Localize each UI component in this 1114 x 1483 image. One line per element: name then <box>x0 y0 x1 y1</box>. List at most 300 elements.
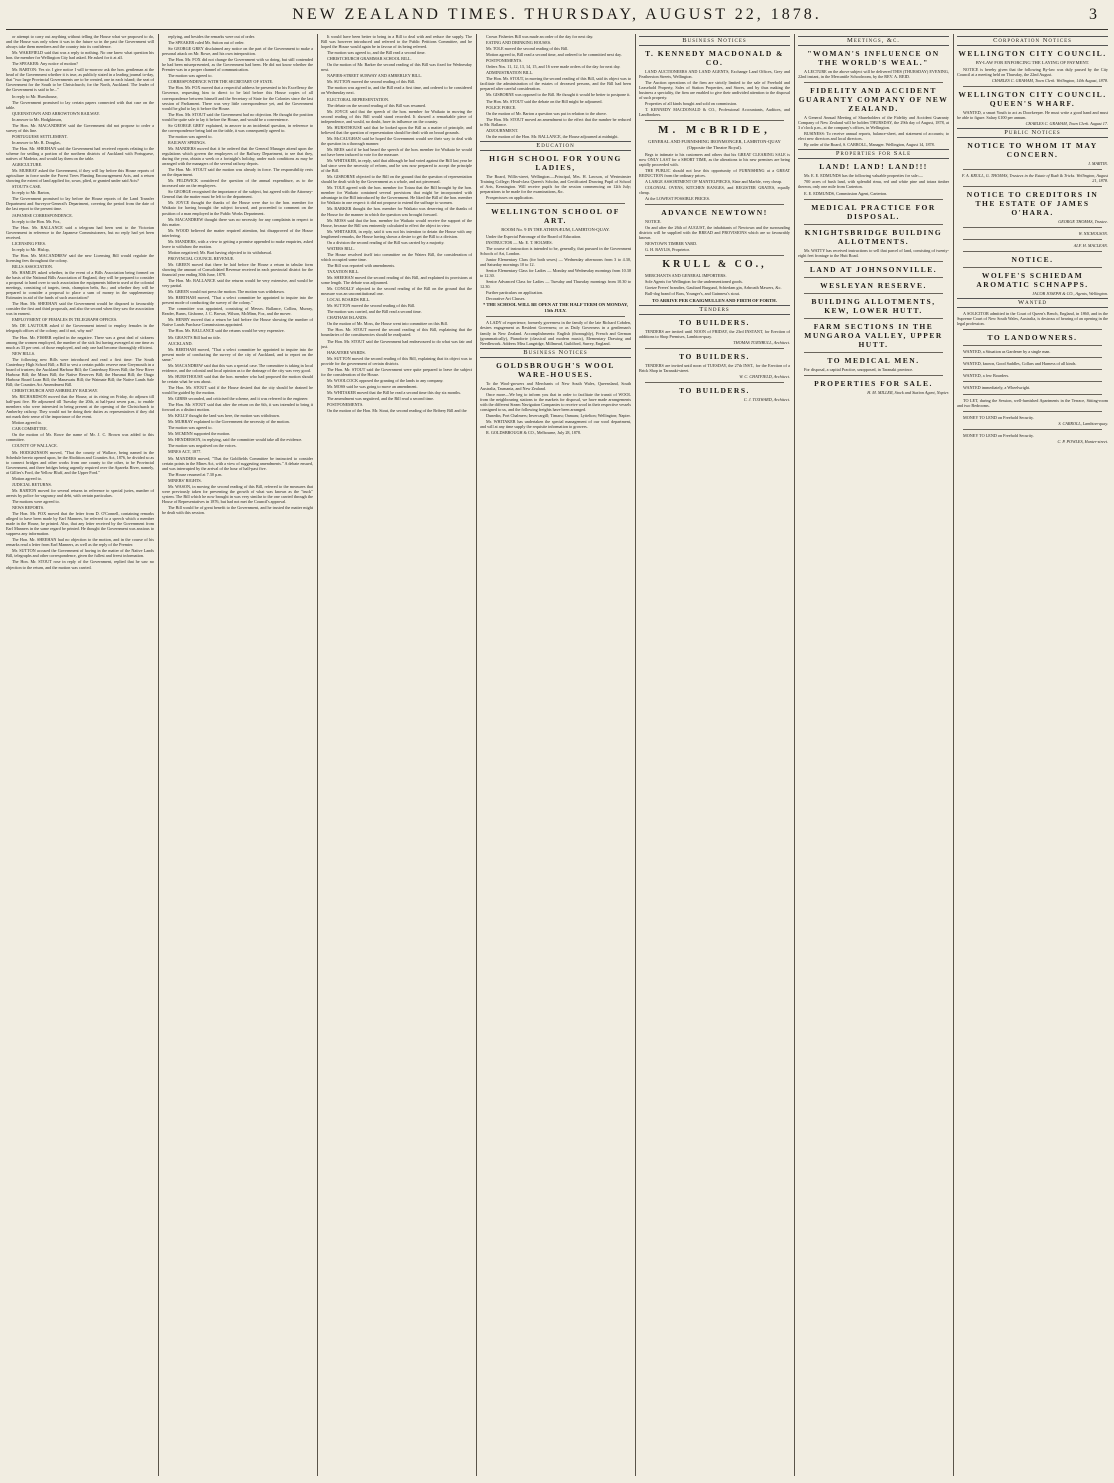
ad-separator <box>804 375 943 376</box>
report-paragraph: On the motion of Mr. Moss, the House went into committee on this Bill. <box>327 321 448 327</box>
column-divider <box>635 34 636 1476</box>
report-paragraph: The Hon. Mr. STOUT rose in reply of the Government, replied that he saw no objection to the return, and the motion was carried. <box>6 559 154 570</box>
fidelity-ad-body <box>798 115 949 147</box>
report-paragraph: In reply to the Hon. Mr. Fox, <box>12 218 61 224</box>
ad-paragraph: Prospectuses on application. <box>486 195 534 201</box>
council-ad-sign: CHARLES C. GRAHAM, Town Clerk. Wellington, 14th August, 1878. <box>991 77 1108 83</box>
meetings-heading: Meetings, &c. <box>798 36 949 46</box>
report-paragraph: The Hon. Mr. STOUT, in moving the second reading of this Bill, said its object was to facilitate the administration of the estates of deceased persons, and the Bill had been prepared after careful consideration. <box>480 76 631 92</box>
report-paragraph: NEWS REPORTS. <box>12 504 45 510</box>
report-paragraph: Mr. JOYCE said that the speech of the hon. member for Waikato in moving the second reading of this Bill would stand recorded. It showed a remarkable piece of independence, and would, no doubt, have its influence on the country. <box>321 108 472 124</box>
report-paragraph: NEW BILLS. <box>12 350 36 356</box>
ad-separator <box>963 239 1102 240</box>
report-paragraph: WATERS BILL. <box>327 245 355 251</box>
report-paragraph: CHRISTCHURCH GRAMMAR SCHOOL BILL. <box>327 56 412 62</box>
kennedy-ad-title: T. KENNEDY MACDONALD & CO. <box>645 49 784 67</box>
report-paragraph: Mr. MACANDREW said that this was a special case. The committee is taking in local evidence, and the colonial and local opinion as to the drainage of the city was very good. <box>162 362 313 373</box>
report-paragraph: On the motion of the Hon. Mr. Stout, the second reading of the Bribery Bill and the <box>327 408 467 414</box>
ad-separator <box>645 120 784 121</box>
report-paragraph: Mr. SUTTON moved the second reading of this Bill. <box>327 79 416 85</box>
ad-paragraph: A LARGE ASSORTMENT OF MANTELPIECES, Slate and Marble, very cheap. <box>645 178 783 184</box>
ad-paragraph: Senior Advanced Class for Ladies — Tuesday and Thursday mornings from 10.30 to 12.30. <box>480 279 631 290</box>
ad-separator <box>645 255 784 256</box>
report-paragraph: Mr. REES said if he had heard the speech of the hon. member for Waikato he would not have been induced to vote for the measure. <box>321 146 472 157</box>
land-ad-body <box>798 173 949 195</box>
ad-paragraph: INSTRUCTOR — Mr. E. T. HOLMES. <box>486 239 553 245</box>
builders-ad-2-body: TENDERS are invited until noon of TUESDAY, the 27th INST., for the Erection of a Brick Shop in Taranaki-street. <box>639 363 790 374</box>
knightsbridge-ad-body: Mr. WATTY has received instructions to sell that parcel of land, consisting of twenty-eight feet frontage to the Hutt Road. <box>798 247 949 258</box>
report-paragraph: Mr. JOYCE thought the thanks of the House were due to the hon. member for Waikato for having brought the subject forward, and proceeded to comment on the position of a man employed in the Public Works Department. <box>162 200 313 216</box>
wesleyan-ad-title: WESLEYAN RESERVE. <box>820 280 927 290</box>
creditors-sign: GEORGE THOMAS, Trustee. <box>1058 219 1108 225</box>
wanted-ad-3: WANTED, a few Boarders. <box>963 373 1010 379</box>
krull-ad-title: KRULL & CO., <box>662 259 767 271</box>
ad-paragraph: The Auction operations of the firm are strictly limited to the sale of Freehold and Leasehold Property, Sales of Station Properties, and Stores, and by thus making the business a speciality, the firm are enabled to give their undivided attention to the disposal of such property. <box>639 80 790 101</box>
report-paragraph: The Bill was reported with amendments. <box>327 262 396 268</box>
report-paragraph: Sir GEORGE GREY explained, in answer to an incidental question, in reference to the correspondence being laid on the table, it was consequently agreed to. <box>162 122 313 133</box>
ad-paragraph: NEWTOWN TIMBER YARD. <box>645 241 698 247</box>
report-paragraph: COUNTY OF WALLACE. <box>12 443 58 449</box>
ad-separator <box>963 411 1102 412</box>
ad-paragraph: Properties of all kinds bought and sold on commission. <box>645 101 738 107</box>
column-1 <box>6 34 154 1476</box>
ad-separator <box>963 429 1102 430</box>
school-ad-body <box>480 174 631 200</box>
business-heading: Business Notices <box>480 348 631 358</box>
report-paragraph: Mr. TOLE agreed with the hon. member for Totara that the Bill brought by the hon. member for Waikato contained several provisions that might be incorporated with advantage in the Bill introduced by the Government. He liked the Bill of the hon. member for Waikato in one respect: it did not propose to extend the suffrage to women. <box>321 185 472 206</box>
ad-separator <box>804 261 943 262</box>
report-paragraph: The motion was agreed to, and the Bill read a second time. <box>327 50 426 56</box>
money-ad-1: MONEY TO LEND on Freehold Security. <box>963 414 1034 420</box>
report-paragraph: On the motion of Mr. Barton a question was put in relation to the above. <box>486 110 607 116</box>
kew-ad-title: BUILDING ALLOTMENTS, KEW, LOWER HUTT. <box>811 296 936 315</box>
ad-paragraph: The course of instruction is intended to be, generally, that pursued in the Government Schools of Art, London. <box>480 245 631 256</box>
notice-1-sign: I. MARTIN. <box>1088 160 1108 166</box>
report-paragraph: The Hon. Mr. FOX moved that the letter from D. O'Connell, containing remarks alleged to have been made by Earl Manners, be referred to a speech which a member made in the House, be printed. Also, that any letter received by the Government from Earl Manners in the same regard be printed. He thought the Government was anxious to suppress any information. <box>6 511 154 537</box>
report-paragraph: The Hon. Mr. FISHER replied in the negative. There was a great deal of sickness among the women employed, the number of the sick list having averaged at one time as much as 33 per cent. of those employed, and only one had become thoroughly efficient. <box>6 334 154 350</box>
report-paragraph: EATING AND DRINKING HOUSES. <box>486 40 552 46</box>
report-paragraph: The Government promised to lay certain papers connected with that case on the table. <box>6 99 154 110</box>
report-paragraph: The Hon. Mr. BALLANCE said the returns would be very expensive. <box>168 328 285 334</box>
ad-paragraph: THE PUBLIC should not lose this opportunity of FURNISHING at a GREAT REDUCTION from the ordinary prices. <box>639 167 790 178</box>
report-paragraph: The SPEAKER: Any notice of motion? <box>12 61 78 67</box>
report-paragraph: Mr. FELDWICK considered the question of the annual expenditure, as to the increased rate on the employees. <box>162 178 313 189</box>
report-paragraph: The motion was agreed to. <box>168 425 213 431</box>
report-paragraph: The Hon. Mr. STOUT said the Government had endeavoured to do what was fair and just. <box>321 338 472 349</box>
report-paragraph: JAPANESE CORRESPONDENCE. <box>12 212 73 218</box>
money-ad-2-sign: C. P. POWLES, Hunter-street. <box>1057 438 1108 444</box>
builders-ad-1-sign: THOMAS TURNBULL, Architect. <box>733 340 790 346</box>
report-paragraph: Mr. BARKER thought the hon. member for Waikato was deserving of the thanks of the House for the manner in which the question was brought forward. <box>321 206 472 217</box>
column-divider <box>953 34 954 1476</box>
wool-ad-body <box>480 381 631 435</box>
report-paragraph: ADMINISTRATION BILL. <box>486 70 534 76</box>
report-paragraph: The Bill would be of great benefit to the Government, and he trusted the matter might be dealt with this session. <box>162 504 313 515</box>
report-paragraph: The Government promised to lay before the House reports of the Land Transfer Department and Surveyor-General's Department, covering the period from the date of the last report to the present time. <box>6 196 154 212</box>
report-paragraph: Mr. HAMLIN asked whether, in the event of a Bills Association being formed on the basis of the National Bills Association of England, they will be prepared to consider a proposal to hand over to such association the equipments hitherto used at the colonial meetings, consisting of targets, tents, champion belts, &c.; and whether they will be prepared to consider a proposal to place a sum of money in the supplementary Estimates in aid of the funds of such association? <box>6 269 154 301</box>
report-paragraph: Mr. HENDERSON, in replying, said the committee would take all the evidence. <box>168 437 303 443</box>
craigmullen-notice: TO ARRIVE PER CRAIGMULLEN AND FIRTH OF FORTH. <box>652 297 777 303</box>
education-heading: Education <box>480 141 631 151</box>
forsale-ad-title: PROPERTIES FOR SALE. <box>814 378 933 388</box>
ad-separator <box>804 277 943 278</box>
report-paragraph: The committee was appointed, consisting of Messrs. Ballance, Collins, Murray, Reader, Burns, Gisborne, J. C. Brown, Wilson, McMinn, Fox, and the mover. <box>162 306 313 317</box>
report-paragraph: LOCAL BOARDS BILL. <box>327 297 371 303</box>
report-paragraph: In reply to Mr. Hursthouse, <box>12 93 58 99</box>
notice-1-title: NOTICE TO WHOM IT MAY CONCERN. <box>967 140 1098 159</box>
report-paragraph: Mr. WASON, in moving the second reading of this Bill, referred to the measures that were previously taken for preventing the growth of what was known as the "truck" system. The Bill which he now brought in was very similar to the one carried through the House of Representatives in 1876, but had not met the Council's approval. <box>162 483 313 504</box>
ad-paragraph: Junior Elementary Class (for both sexes) — Wednesday afternoons from 3 to 4.30, and Saturday mornings 10 to 12. <box>480 256 631 267</box>
report-paragraph: The Hon. Mr. STOUT said the Government had no objection. He thought the position would be quite safe to lay it before the House, and would be a convenience. <box>162 111 313 122</box>
parliament-report-continued <box>480 34 631 139</box>
ad-paragraph: Decorative Art Classes. <box>486 296 526 302</box>
report-paragraph: The Hon. Mr. FOX did not change the Government with so doing, but still contended he had been misrepresented, as the Government had been. He did not know whether the Premier was in a proper channel of communication. <box>162 57 313 73</box>
nicholson-sign: W. NICHOLSON. <box>1078 231 1108 237</box>
ad-paragraph: The Board, Willis-street, Wellington.—Principal, Mrs. H. Lawson, of Westminster Training College; Head-class Queen's Scholar, and Certificated Drawing Pupil of School of Arts, Kensington. Will receive pupils for the session commencing on 12th July; preparations to be made for the examinations, &c. <box>480 173 631 194</box>
report-paragraph: The Hon. Mr. MACANDREW said the new Licensing Bill would regulate the licensing fees throughout the colony. <box>6 252 154 263</box>
lecture-ad-body: A LECTURE on the above subject will be delivered THIS (THURSDAY) EVENING, 22nd instant, in the Mercantile Schoolroom, by the REV. A. REID. <box>798 69 949 80</box>
business-heading: Business Notices <box>639 36 790 46</box>
builders-ad-2-sign: W. C. CHATFIELD, Architect. <box>739 374 790 380</box>
art-school-title: WELLINGTON SCHOOL OF ART. <box>491 207 620 226</box>
report-paragraph: Mr. MANDERS moved that it be ordered that the General Manager attend upon the regulations which govern the employees of the Railway Department, to see that they, during the year, obtain a week or a fortnight's holiday, under such conditions as may be arranged with the managers of the several railway depots. <box>162 145 313 167</box>
report-paragraph: CHRISTCHURCH AND AMBERLEY RAILWAY. <box>12 388 99 393</box>
report-paragraph: Mr. GIBBS seconded, and criticised the scheme, and it was referred to the engineer. <box>168 396 309 402</box>
reopen-notice: * THE SCHOOL WILL BE OPEN AT THE HALF TERM ON MONDAY, 15th JULY. <box>483 302 628 313</box>
ad-paragraph: To the Wool-growers and Merchants of New South Wales, Queensland, South Australia, Tasmania, and New Zealand. <box>480 380 631 391</box>
landowners-title: TO LANDOWNERS. <box>987 333 1078 343</box>
ad-separator <box>645 348 784 349</box>
report-paragraph: The motion was carried, and the Bill read a second time. <box>327 309 422 315</box>
report-paragraph: AGRICULTURE. <box>12 162 43 168</box>
report-paragraph: The amendment was negatived, and the Bill read a second time. <box>327 396 434 401</box>
ad-separator <box>804 318 943 319</box>
ad-paragraph: Dunedin, Port Chalmers; Invercargill; Timaru; Oamaru; Lyttelton; Wellington; Napier. <box>486 412 631 418</box>
ad-separator <box>804 199 943 200</box>
report-paragraph: The House resumed at 7.30 p.m. <box>168 471 223 477</box>
report-paragraph: STOUT'S CASE. <box>12 184 42 190</box>
report-paragraph: Orders Nos. 11, 12, 13, 14, 15, and 16 were made orders of the day for next day. <box>486 64 621 70</box>
report-paragraph: Mr. BARTON: Yes sir. I give notice I will to-morrow ask the hon. gentleman at the head of the Government whether it is true, as publicly stated in a leading journal to-day, that "two large Provincial Governments are to be created, one in each island; the seat of Government for the South to be Christchurch; for the North, Auckland. The leader of the Government is said to be..." <box>6 67 154 93</box>
schiedam-ad-title: WOLFE'S SCHIEDAM AROMATIC SCHNAPPS. <box>976 271 1089 290</box>
report-paragraph: Mr. SHEEHAN moved the second reading of this Bill, and explained its provisions at some length. The debate was adjourned. <box>321 275 472 286</box>
report-paragraph: Mr. HENRY moved that a return be laid before the House showing the number of Native Lands Purchase Commissions appointed. <box>162 317 313 328</box>
properties-heading: Properties for Sale <box>798 149 949 159</box>
money-ad-1-sign: S. CARROLL, Lambton-quay. <box>1058 420 1108 426</box>
report-paragraph: Mr. MCMINN supported the motion. <box>168 431 231 437</box>
masthead-rule <box>6 29 1108 30</box>
wanted-heading: Wanted <box>957 298 1108 308</box>
report-paragraph: Mr. WAKEFIELD said that was a reply to nothing. No one knew what question his hon. the member for Wellington City had asked. He asked for it at all. <box>6 50 154 61</box>
ad-paragraph: E. E. EDMUNDS, Commission Agent, Carterton. <box>804 190 888 196</box>
report-paragraph: In reply to Mr. Hislop, <box>12 246 50 252</box>
ad-paragraph: T. KENNEDY MACDONALD & CO., Professional Accountants, Auditors, and Landbrokers. <box>639 107 790 118</box>
report-paragraph: The Hon. Mr. STOUT moved the second reading of this Bill, explaining that the boundaries of the constituencies should be readjusted. <box>321 327 472 338</box>
report-paragraph: Mr. HURSTHOUSE said that the hon. member who had proposed the motion should be certain what he was about. <box>162 373 313 384</box>
column-2 <box>162 34 313 1476</box>
practice-ad-title: MEDICAL PRACTICE FOR DISPOSAL. <box>811 202 936 221</box>
report-paragraph: QUEENSTOWN AND ARROWTOWN RAILWAY. <box>12 110 100 116</box>
report-paragraph: The motion was agreed to. <box>168 73 213 79</box>
ad-separator <box>804 352 943 353</box>
report-paragraph: The motion was agreed to, and the Bill read a first time, and ordered to be considered on Wednesday next. <box>321 85 472 96</box>
ad-separator <box>963 357 1102 358</box>
ad-paragraph: Further particulars on application. <box>486 290 543 296</box>
mcbride-ad-title: M. McBRIDE, <box>658 124 771 137</box>
report-paragraph: The SPEAKER ruled Mr. Sutton out of order. <box>168 40 245 46</box>
column-divider <box>158 34 159 1476</box>
report-paragraph: Motion negatived; Mr. Burt having objected to its withdrawal. <box>168 249 273 255</box>
ad-separator <box>645 204 784 205</box>
report-paragraph: CHATHAM ISLANDS. <box>327 315 368 321</box>
ad-separator <box>963 369 1102 370</box>
report-paragraph: The motions were agreed to. <box>12 498 60 504</box>
report-paragraph: Mr. TOLE moved the second reading of this Bill. <box>486 46 569 52</box>
report-paragraph: CAB COMMITTEE. <box>12 426 48 432</box>
report-paragraph: The Hon. Mr. BALLANCE said a telegram had been sent to the Victorian Government in reference to the Japanese Commissioners, but no reply had yet been received. <box>6 224 154 240</box>
report-paragraph: Mr. GREEN would not press the motion. The motion was withdrawn. <box>168 289 285 295</box>
report-paragraph: NAPIER-STREET SUBWAY AND AMBERLEY BILL. <box>327 73 422 79</box>
ad-paragraph: G. H. BAYLIS, Proprietor. <box>645 247 690 253</box>
report-paragraph: Mr. SUTTON accused the Government of having in the matter of the Native Lands Bill, telegraphs and other correspondence, given the fullest and freest information. <box>6 548 154 559</box>
ad-paragraph: By order of the Board, S. CARROLL, Manager. Wellington, August 14, 1878. <box>804 142 935 148</box>
report-paragraph: EMPLOYMENT OF FEMALES IN TELEGRAPH OFFICES. <box>12 317 118 323</box>
report-paragraph: It would have been better to bring in a Bill to deal with and reduce the supply. The Bill was however introduced and referred to the Public Petitions Committee, and he hoped the House would again be in favour of its being referred. <box>321 34 472 50</box>
report-paragraph: POLICE FORCE. <box>486 104 517 110</box>
builders-ad-2-title: TO BUILDERS. <box>679 352 750 362</box>
report-paragraph: Mr. SUTTON moved the second reading of this Bill. <box>327 303 416 309</box>
report-paragraph: In answer to Mr. R. Douglas, <box>12 139 61 145</box>
ad-paragraph: BUSINESS: To receive annual reports, balance-sheet, and statement of accounts; to elect new directors and local directors. <box>798 131 949 142</box>
report-paragraph: Mr. CONOLLY objected to the second reading of the Bill on the ground that the measure was an unconstitutional one. <box>321 286 472 297</box>
ad-paragraph: Begs to intimate to his customers and others that his GREAT CLEARING SALE is now ONLY LAST for a SHORT TIME, as the alterations to his new premises are being rapidly proceeded with. <box>639 151 790 167</box>
column-7 <box>957 34 1108 1476</box>
report-paragraph: RAILWAY SPRINGS. <box>168 139 206 145</box>
column-divider <box>476 34 477 1476</box>
report-paragraph: ELECTORAL REPRESENTATION. <box>327 96 390 102</box>
report-paragraph: The Hon. Mr. SHEEHAN said the Government would be disposed to favourably consider the first and third proposals, and also the second when they saw the association was in earnest. <box>6 301 154 317</box>
council-ad-title: WELLINGTON CITY COUNCIL. <box>958 49 1107 58</box>
solicitor-ad: A SOLICITOR admitted in the Court of Queen's Bench, England, in 1860, and in the Supreme Court of New South Wales, Australia, is desirous of hearing of an opening in the legal profession. <box>957 311 1108 327</box>
ad-paragraph: Once more—We beg to inform you that in order to facilitate the transit of WOOL from the neighbouring stations to the markets for disposal, we have made arrangements with the different Steam Navigation Companies to receive wool in their respective vessels consigned to us, and the following freights have been arranged. <box>480 391 631 412</box>
ad-separator <box>963 86 1102 87</box>
column-3 <box>321 34 472 1476</box>
maclean-sign: ALF. H. MACLEAN. <box>1073 243 1108 249</box>
report-paragraph: AUCKLAND. <box>168 340 193 346</box>
ad-paragraph: NOTICE. <box>645 219 662 225</box>
notice-2-sign: F. A. KRULL, G. THOMAS, Trustees in the Estate of Rudt & Tricks. Wellington, August 21, 1878. <box>961 172 1108 183</box>
report-paragraph: Mr. MANDERS moved, "That the Goldfields Committee be instructed to consider certain points in the Mines Act, with a view of suggesting amendments." A debate ensued, and was interrupted by the arrival of the hour of half-past five. <box>162 455 313 471</box>
art-school-subtitle: ROOM No. 9 IN THE ATHENÆUM, LAMBTON-QUAY. <box>501 227 610 233</box>
report-paragraph: Mr. BERTHAM moved, "That a select committee be appointed to inquire into the present mode of conducting the survey of the city of Auckland, and to report on the same." <box>162 346 313 362</box>
ad-separator <box>486 316 625 317</box>
report-paragraph: Mr. GISBORNE objected to the Bill on the ground that the question of representation should be dealt with by the Government as a whole, and not piecemeal. <box>321 174 472 185</box>
ad-separator <box>804 224 943 225</box>
report-paragraph: POSTPONEMENTS. <box>327 402 364 408</box>
public-notices-heading: Public Notices <box>957 128 1108 138</box>
report-paragraph: The House resolved itself into committee on the Waters Bill, the consideration of which occupied some time. <box>321 251 472 262</box>
report-paragraph: Crown Fisheries Bill was made an order of the day for next day. <box>486 34 594 39</box>
fidelity-ad-title: FIDELITY AND ACCIDENT GUARANTY COMPANY OF NEW ZEALAND. <box>798 86 949 114</box>
lecture-ad-title: "WOMAN'S INFLUENCE ON THE WORLD'S WEAL." <box>807 49 940 67</box>
report-paragraph: Mr. WOOLCOCK opposed the granting of the lands to any company. <box>327 377 444 383</box>
johnsonville-ad-title: LAND AT JOHNSONVILLE. <box>809 264 938 274</box>
ad-paragraph: A General Annual Meeting of Shareholders of the Fidelity and Accident Guaranty Company of New Zealand will be holden THURSDAY, the 29th day of August, 1878, at 3 o'clock p.m., at the company's offices, in Wellington. <box>798 115 949 131</box>
report-paragraph: The Hon. Mr. STOUT moved an amendment to the effect that the number be reduced to Mr. Ballance. <box>480 116 631 127</box>
report-paragraph: Sir GEORGE GREY disclaimed any notice on the part of the Government to make a personal attack on Mr. Rowe, and his own interposition. <box>162 46 313 57</box>
report-paragraph: Sir GEORGE recognised the importance of the subject, but agreed with the Attorney-General that the matter must be left to the department. <box>162 189 313 200</box>
column-divider <box>317 34 318 1476</box>
tolet-ad: TO LET, during the Session, well-furnished Apartments in the Terrace, Sitting-room and two Bedrooms. <box>957 397 1108 408</box>
report-paragraph: In reply to Mr. Barton, <box>12 190 50 196</box>
report-paragraph: On the motion of the Hon. Mr. BALLANCE, the House adjourned at midnight. <box>486 133 619 139</box>
wanted-ad-2: WANTED, known, Good Saddles, Collars and Harness of all kinds. <box>963 361 1077 367</box>
notice-3-title: NOTICE. <box>1011 255 1054 265</box>
builders-ad-1-body: TENDERS are invited until NOON of FRIDAY, the 23rd INSTANT, for Erection of additions to Shop Premises, Lambton-quay. <box>639 329 790 340</box>
report-paragraph: The Hon. Mr. STOUT said the Government were quite prepared to leave the subject for the consideration of the House. <box>321 366 472 377</box>
report-paragraph: Mr. HODGKINSON moved, "That the county of Wallace, being named in the Schedule hereto opened upon, be the Abolition and Counties Act, 1876, be divided so as to connect bridges and other works from one county to the other, to be Provincial Government, and three bridges being urgently required over the Apareks River, namely, at Gillies's Ford, the Yellow Bluff, and the Upper Ford." <box>6 449 154 475</box>
report-paragraph: Mr. MURRAY asked the Government, if they will lay before this House reports of agriculture in force under the Forest Trees Planting Encouragement Acts, and a return showing the extent of land applied for, sown, plied, or granted under said Acts? <box>6 168 154 184</box>
report-paragraph: PORTUGUESE SETTLEMENT. <box>12 133 68 139</box>
ad-separator <box>963 381 1102 382</box>
report-paragraph: Mr. BARTON moved for several returns in reference to special juries, number of arrests by police for vagrancy and debt, with certain particulars. <box>6 487 154 498</box>
advance-ad-title: ADVANCE NEWTOWN! <box>661 208 768 218</box>
ad-paragraph: At the LOWEST POSSIBLE PRICES. <box>645 195 710 201</box>
ad-separator <box>804 82 943 83</box>
report-paragraph: On the motion of Mr. Rowe the name of Mr. J. C. Brown was added to this committee. <box>6 432 154 443</box>
report-paragraph: CORRESPONDENCE WITH THE SECRETARY OF STATE. <box>168 79 274 85</box>
ad-paragraph: Under the Especial Patronage of the Board of Education. <box>486 233 582 239</box>
report-paragraph: The Hon. Mr. MACANDREW said the Government did not propose to order a survey of this line. <box>6 122 154 133</box>
report-paragraph: The debate on the second reading of this Bill was resumed. <box>327 102 426 108</box>
wharf-ad-title: WELLINGTON CITY COUNCIL. QUEEN'S WHARF. <box>958 89 1107 108</box>
wanted-ad-4: WANTED immediately, a Wheelwright. <box>963 385 1031 391</box>
mcbride-ad-subtitle: GENERAL AND FURNISHING IRONMONGER, LAMBTON-QUAY (Opposite the Theatre Royal). <box>648 139 781 151</box>
report-paragraph: replying, and besides the remarks were out of order. <box>168 34 255 39</box>
masthead <box>0 0 1114 30</box>
page-number: 3 <box>1089 6 1098 23</box>
ad-paragraph: Bull-dog brand of Bass, Younger's, and Guinness's stout. <box>645 291 740 297</box>
report-paragraph: The Hon. Mr. SHEEHAN had no objection to the motion, and in the course of his remarks read a letter from Earl Manners, as well as the reply of the Premier. <box>6 537 154 548</box>
report-paragraph: Mr. WHITAKER moved that the Bill be read a second time this day six months. <box>327 389 462 395</box>
report-paragraph: Mr. MACANDREW thought there was no necessity for any complaints in respect to this matter. <box>162 216 313 227</box>
report-paragraph: Mr. KELLY thought the land was here, the motion was withdrawn. <box>168 413 280 419</box>
ad-paragraph: LAND AUCTIONEERS AND LAND AGENTS, Exchange Land Offices, Grey and Featherston Streets, Wellington. <box>639 69 790 80</box>
ad-separator <box>804 293 943 294</box>
wanted-ad-1: WANTED, a Situation as Gardener by a single man. <box>963 349 1051 355</box>
ad-separator <box>486 203 625 204</box>
ad-separator <box>963 345 1102 346</box>
ad-paragraph: Mr. E. E. EDMUNDS has the following valuable properties for sale:— <box>804 173 923 179</box>
ad-paragraph: R. GOLDSBROUGH & CO., Melbourne, July 28, 1878. <box>486 430 582 436</box>
report-paragraph: HAKATERE WARDS. <box>327 349 366 355</box>
report-paragraph: Mr. WHITAKER, in reply, said that although he had voted against the Bill last year he had since seen the necessity of reform, and he was now prepared to accept the principle of the Bill. <box>321 158 472 174</box>
corporation-heading: Corporation Notices <box>957 36 1108 46</box>
ad-separator <box>963 169 1102 170</box>
ad-separator <box>963 329 1102 330</box>
ad-paragraph: Mr. WHITAKER has undertaken the special management of our wool department, and will at any time supply the requisite information to growers. <box>480 418 631 430</box>
creditors-title: NOTICE TO CREDITORS IN THE ESTATE OF JAMES O'HARA. <box>966 190 1099 218</box>
report-paragraph: The Hon. Mr. BALLANCE said the returns would be very extensive, and would be very partial. <box>162 278 313 289</box>
ad-paragraph: Senior Elementary Class for Ladies — Monday and Wednesday mornings from 10.30 to 12.30. <box>480 267 631 278</box>
money-ad-2: MONEY TO LEND on Freehold Security. <box>963 432 1034 438</box>
report-paragraph: In answer to Mr. Hodgkinson, <box>12 116 63 122</box>
report-paragraph: The following new Bills were introduced and read a first time: The South Canterbury High School Bill; a Bill to vest a certain public reserve near Greymouth in a board of trustees; the Auckland Harbour Bill; the Canterbury Rivers Bill; the New River Harbour Bill; the Mines Bill; the Native Reserves Bill; the Hurunui Bill; the Otago Harbour Board Loan Bill; the Manawatu Bill; the Waimate Bill; the Native Lands Sale Bill; the Counties Act Amendment Bill. <box>6 356 154 387</box>
knightsbridge-ad-title: KNIGHTSBRIDGE BUILDING ALLOTMENTS. <box>804 227 943 246</box>
mcbride-ad-body <box>639 152 790 201</box>
report-paragraph: The Hon. Mr. STOUT said if the House desired that the city should be drained he would be guided by the motion. <box>162 384 313 395</box>
farm-ad-title: FARM SECTIONS IN THE MUNGAROA VALLEY, UPPER HUTT. <box>804 321 943 349</box>
builders-ad-3-sign: C. J. TOXWARD, Architect. <box>743 397 790 403</box>
report-paragraph: Mr. MANDERS, with a view to getting a promise appended to make enquiries, asked leave to withdraw the motion. <box>162 238 313 249</box>
report-paragraph: Mr. HURSTHOUSE said that he looked upon the Bill as a matter of principle, and believed that the question of representation should be dealt with on broad grounds. <box>321 124 472 135</box>
report-paragraph: Mr. WOOD believed the matter required attention, but disapproved of the House interfering. <box>162 227 313 238</box>
report-paragraph: LICENSING FEES. <box>12 240 46 246</box>
ad-separator <box>963 394 1102 395</box>
medical-ad-title: TO MEDICAL MEN. <box>827 355 920 365</box>
report-paragraph: Motion agreed to. <box>12 420 42 426</box>
report-paragraph: Mr. SUTTON moved the second reading of this Bill, explaining that its object was to provide for the government of certain districts. <box>321 355 472 366</box>
ad-separator <box>963 186 1102 187</box>
report-paragraph: The Hon. Mr. STOUT said the motion was already in force. The responsibility rests on the department. <box>162 167 313 178</box>
report-paragraph: BILLS ASSOCIATION. <box>12 263 53 269</box>
ad-separator <box>963 267 1102 268</box>
report-paragraph: The motion was agreed to. <box>168 133 213 139</box>
report-paragraph: MINES ACT, 1877. <box>168 449 202 455</box>
ad-separator <box>645 382 784 383</box>
report-paragraph: TAXATION BILL. <box>327 268 360 274</box>
art-school-body <box>480 234 631 302</box>
advance-ad-body <box>639 219 790 252</box>
ad-separator <box>963 227 1102 228</box>
report-paragraph: POSTPONEMENTS. <box>486 58 523 64</box>
wharf-ad-body: WANTED, a smart Youth to act as Doorkeeper. He must write a good hand and must be able to figure. Salary £100 per annum. <box>957 109 1108 120</box>
forsale-ad-sign: H. M. MILLER, Stock and Station Agent, Napier. <box>867 389 949 395</box>
report-paragraph: Mr. MURRAY explained to the Government the necessity of the motion. <box>168 419 290 425</box>
masthead-title: NEW ZEALAND TIMES. THURSDAY, AUGUST 22, 1878. <box>292 6 822 23</box>
report-paragraph: The Hon. Mr. STOUT said that after the return on the 6th, it was intended to bring it forward as a distinct motion. <box>162 402 313 413</box>
report-paragraph: Mr. MOSS said that the hon. member for Waikato would receive the support of the House, because the Bill was eminently calculated to effect the object in view. <box>321 217 472 228</box>
report-paragraph: The motion was negatived on the voices. <box>168 443 237 449</box>
ad-paragraph: COLONIAL OVENS, KITCHEN RANGES, and REGISTER GRATES, equally cheap. <box>639 184 790 195</box>
report-paragraph: PROVINCIAL COUNCIL REVENUE. <box>168 255 235 261</box>
tenders-heading: Tenders <box>639 305 790 315</box>
ad-paragraph: Goetze Freres' brandies, Gaultard Burgund, Schiedam gin, Arbroath Mawers, &c. <box>645 285 782 291</box>
report-paragraph: Mr. MOSS said he was going to move an amendment. <box>327 383 418 389</box>
report-paragraph: Mr. GISBORNE was opposed to the Bill. He thought it would be better to postpone it. <box>486 92 631 98</box>
report-paragraph: Mr. DE LAUTOUR asked if the Government intend to employ females in the telegraph offices of the colony; and if not, why not? <box>6 323 154 334</box>
report-paragraph: Mr. GREEN moved that there be laid before the House a return in tabular form showing the amount of Consolidated Revenue received in each provincial district for the financial year ending 30th June, 1878. <box>162 261 313 278</box>
ad-paragraph: MERCHANTS AND GENERAL IMPORTERS. <box>645 273 727 279</box>
report-paragraph: Mr. WHITAKER, in reply, said it was not his intention to detain the House with any lengthened remarks, the House having shown a desire to get the Bill to a division. <box>321 228 472 239</box>
column-6 <box>798 34 949 1476</box>
wharf-ad-sign: CHARLES C. GRAHAM, Town Clerk. August 17. <box>1025 120 1108 126</box>
report-paragraph: On a division the second reading of the Bill was carried by a majority. <box>327 239 445 245</box>
report-paragraph: The Hon. Mr. STOUT said the debate on the Bill might be adjourned. <box>486 98 603 104</box>
ad-paragraph: On and after the 26th of AUGUST, the inhabitants of Newtown and the surrounding districts will be supplied with the BREAD and PROVISIONS which are so favourably known. <box>639 225 790 241</box>
kennedy-ad-body <box>639 69 790 117</box>
report-paragraph: Motion agreed to, Bill read a second time, and ordered to be committed next day. <box>486 52 622 58</box>
report-paragraph: On the motion of Mr. Barker the second reading of this Bill was fixed for Wednesday next. <box>321 62 472 73</box>
council-ad-body: NOTICE is hereby given that the following By-law was duly passed by the City Council at a meeting held on Thursday, the 22nd August. <box>957 66 1108 77</box>
report-paragraph: Mr. McCAUGHAN said he hoped the Government would see their way to deal with the question in a thorough manner. <box>321 135 472 146</box>
governess-ad: A LADY of experience, formerly governess in the family of the late Richard Cobden, desires engagement as Resident Governess; or as Daily Governess in a gentleman's family in New Zealand. Accomplishments: English (thoroughly), French and German (grammatically), Pianoforte (classical and modern music), Elementary Drawing and Needlework. Address Miss Langridge, Millmead, Guildford, Surrey, England. <box>480 320 631 346</box>
builders-ad-3-title: TO BUILDERS. <box>679 386 750 396</box>
report-paragraph: The Hon. Mr. FOX moved that a respectful address be presented to his Excellency the Governor, requesting him to direct to be laid before this House copies of all correspondence between himself and the Secretary of State for the Colonies since the last session of Parliament. There was very little correspondence yet, and the Government would be glad to lay it before the House. <box>162 85 313 111</box>
report-paragraph: Mr. RICHARDSON moved that the House, at its rising on Friday, do adjourn till half-past five. He adjourned till Tuesday the 20th, at half-past seven p.m., to enable members who were interested in being present at the opening of the Christchurch to Amberley railway. They would not be doing their duties as representatives if they did not mark their sense of the importance of the event. <box>6 394 154 420</box>
report-paragraph: Mr. BERTHAM moved, "That a select committee be appointed to inquire into the present mode of conducting the survey of the colony." <box>162 295 313 306</box>
column-4 <box>480 34 631 1476</box>
